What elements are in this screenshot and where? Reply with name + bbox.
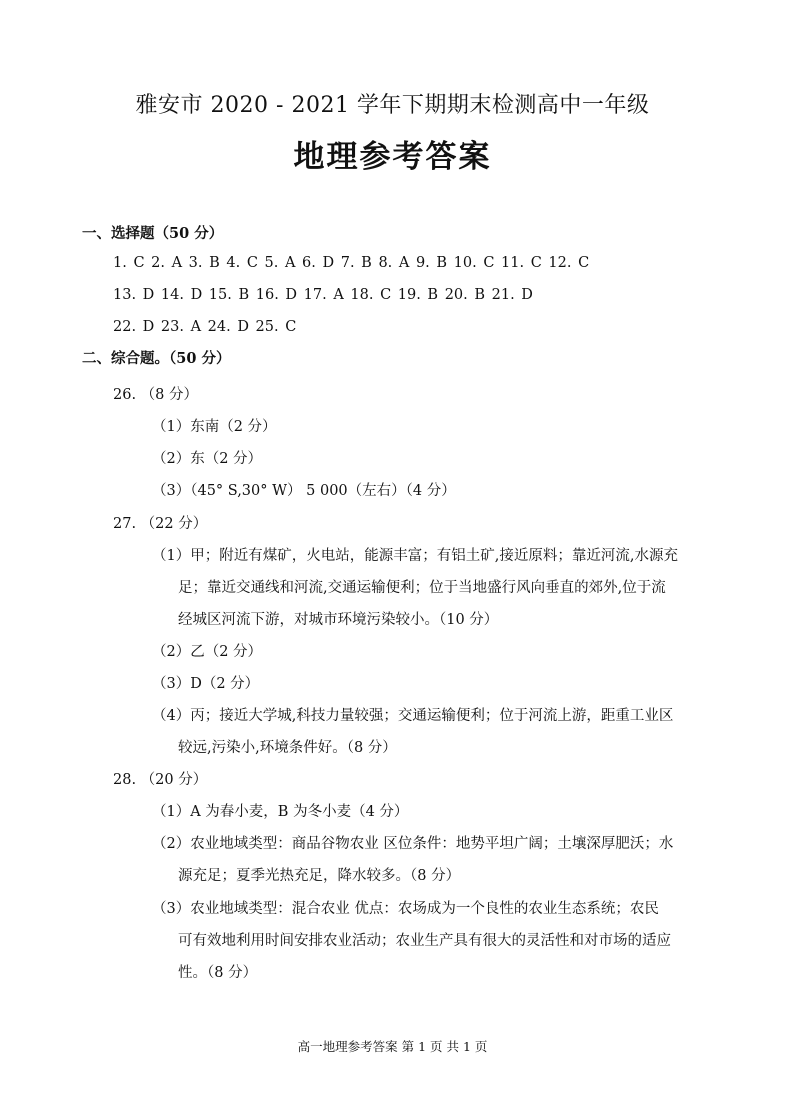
question-28-label: 28. （20 分） bbox=[113, 772, 208, 788]
question-27-label: 27. （22 分） bbox=[113, 516, 208, 532]
q28-answer-1: （1）A 为春小麦，B 为冬小麦（4 分） bbox=[152, 804, 409, 820]
choice-answers-row-3: 22. D 23. A 24. D 25. C bbox=[113, 319, 297, 335]
q28-answer-3-line-1: （3）农业地域类型：混合农业 优点：农场成为一个良性的农业生态系统；农民 bbox=[152, 901, 659, 917]
page-subtitle: 地理参考答案 bbox=[293, 139, 492, 175]
q26-answer-1: （1）东南（2 分） bbox=[152, 419, 277, 435]
q27-answer-3: （3）D（2 分） bbox=[152, 676, 260, 692]
q26-answer-3: （3）（45° S,30° W） 5 000（左右）（4 分） bbox=[152, 483, 456, 499]
question-26-label: 26. （8 分） bbox=[113, 387, 199, 403]
page-footer: 高一地理参考答案 第 1 页 共 1 页 bbox=[297, 1039, 488, 1054]
q27-answer-2: （2）乙（2 分） bbox=[152, 644, 263, 660]
choice-answers-row-1: 1. C 2. A 3. B 4. C 5. A 6. D 7. B 8. A 9. B 10. C 11. C 12. C bbox=[113, 255, 590, 271]
q26-answer-2: （2）东（2 分） bbox=[152, 451, 263, 467]
choice-answers-row-2: 13. D 14. D 15. B 16. D 17. A 18. C 19. B 20. B 21. D bbox=[113, 287, 533, 303]
q28-answer-2-line-1: （2）农业地域类型：商品谷物农业 区位条件：地势平坦广阔；土壤深厚肥沃；水 bbox=[152, 836, 674, 852]
q27-answer-4-line-1: （4）丙；接近大学城,科技力量较强；交通运输便利；位于河流上游，距重工业区 bbox=[152, 708, 674, 724]
q27-answer-1-line-2: 足；靠近交通线和河流,交通运输便利；位于当地盛行风向垂直的郊外,位于流 bbox=[178, 580, 666, 596]
section-heading-comprehensive: 二、综合题。（50 分） bbox=[82, 350, 231, 367]
page-title: 雅安市 2020 - 2021 学年下期期末检测高中一年级 bbox=[135, 93, 650, 118]
q28-answer-3-line-3: 性。（8 分） bbox=[178, 965, 258, 981]
q27-answer-1-line-3: 经城区河流下游，对城市环境污染较小。（10 分） bbox=[178, 612, 499, 628]
section-heading-choice: 一、选择题（50 分） bbox=[82, 225, 224, 242]
q28-answer-3-line-2: 可有效地利用时间安排农业活动；农业生产具有很大的灵活性和对市场的适应 bbox=[178, 933, 671, 949]
q27-answer-1-line-1: （1）甲；附近有煤矿，火电站，能源丰富；有铝土矿,接近原料；靠近河流,水源充 bbox=[152, 548, 678, 564]
q28-answer-2-line-2: 源充足；夏季光热充足，降水较多。（8 分） bbox=[178, 868, 461, 884]
q27-answer-4-line-2: 较远,污染小,环境条件好。（8 分） bbox=[178, 740, 397, 756]
